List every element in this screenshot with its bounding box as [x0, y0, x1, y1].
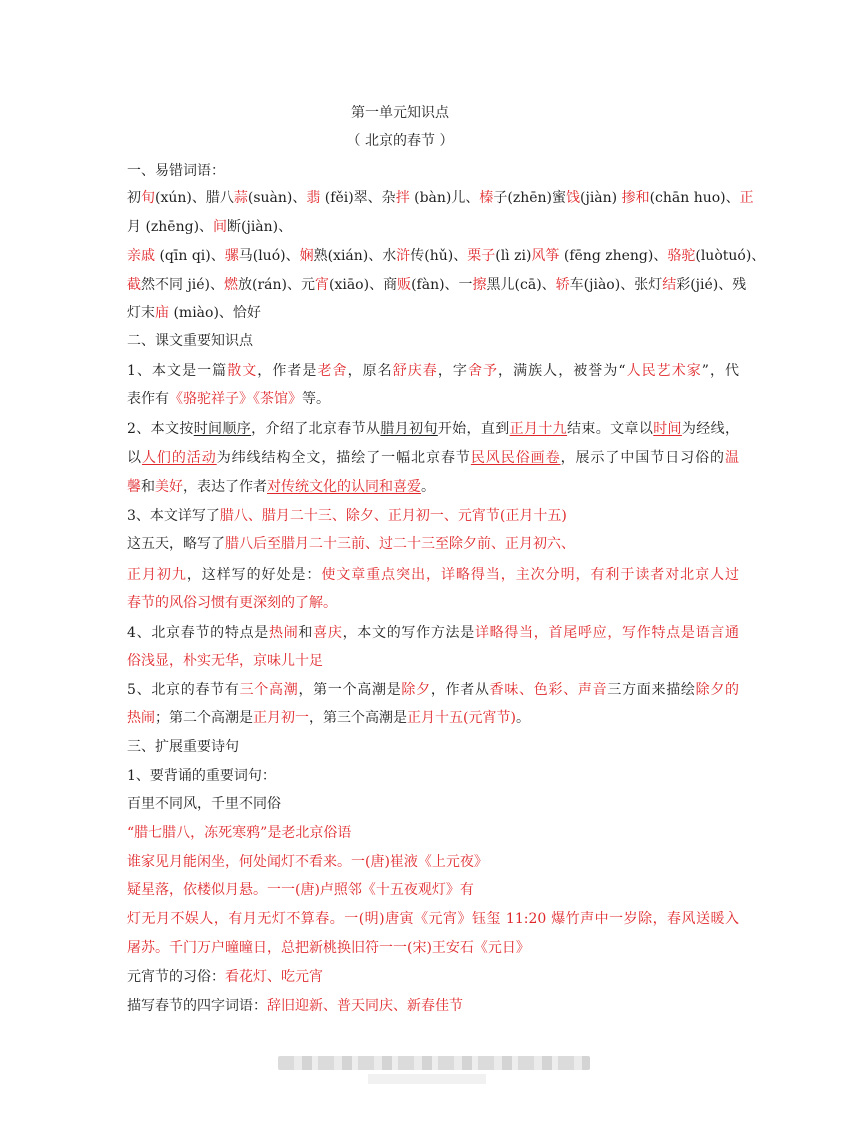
highlighted-text: 疑星落，依楼似月悬。一一(唐)卢照邻《十五夜观灯》有: [127, 882, 474, 898]
text-segment: ，原名: [347, 363, 393, 379]
text-segment: 和: [141, 479, 155, 495]
highlighted-text: 民风民俗画卷: [470, 450, 561, 466]
highlighted-text: 馨: [127, 479, 141, 495]
text-segment: ，这样写的好处是：: [186, 567, 322, 583]
highlighted-text: 截: [127, 277, 141, 293]
highlighted-text: 浒: [396, 248, 411, 264]
text-segment: 表作有: [127, 391, 169, 407]
text-segment: 以: [127, 450, 142, 466]
text-line: [127, 303, 739, 323]
highlighted-text: 榛: [479, 190, 494, 206]
highlighted-text: 人们的活动: [141, 450, 217, 466]
highlighted-text: 正月初一: [253, 710, 309, 726]
text-segment: 这五天，略写了: [127, 536, 225, 552]
text-segment: ，作者从: [430, 682, 490, 698]
text-line: [127, 766, 739, 786]
highlighted-text: 热闹: [127, 710, 155, 726]
highlighted-text: 香味、色彩、声音: [489, 682, 608, 698]
text-line: [127, 161, 739, 181]
text-segment: ，作者是: [257, 363, 318, 379]
page-title: 第一单元知识点: [351, 105, 449, 121]
highlighted-text: 骆驼: [667, 248, 696, 264]
text-segment: 1、要背诵的重要词句：: [127, 768, 276, 784]
text-segment: 时间顺序: [193, 421, 252, 437]
text-segment: 为纬线结构全文，描绘了一幅北京春节: [216, 450, 471, 466]
text-segment: 和: [298, 625, 314, 641]
highlighted-text: 老舍: [317, 363, 348, 379]
text-segment: 马(luó)、: [238, 248, 300, 264]
text-segment: 腊月初旬: [380, 421, 438, 437]
text-segment: 三方面来描绘: [607, 682, 696, 698]
text-segment: 元宵节的习俗：: [127, 969, 225, 985]
highlighted-text: 宵: [315, 277, 329, 293]
highlighted-text: 栗子: [467, 248, 496, 264]
text-segment: 熟(xián)、水: [313, 248, 397, 264]
text-segment: 4、北京春节的特点是: [127, 625, 269, 641]
text-line: [127, 852, 739, 872]
text-line: [127, 275, 747, 295]
highlighted-text: 掺和: [621, 190, 650, 206]
text-segment: (fàn)、一: [411, 277, 473, 293]
highlighted-text: 舒庆春: [392, 363, 438, 379]
highlighted-text: 谁家见月能闲坐，何处闻灯不看来。一(唐)崔液《上元夜》: [127, 854, 488, 870]
highlighted-text: 亲戚: [127, 248, 155, 264]
text-line: [127, 246, 766, 266]
highlighted-text: 《骆驼祥子》《茶馆》: [169, 391, 302, 407]
text-segment: (qīn qi)、: [155, 248, 225, 264]
highlighted-text: 结: [662, 277, 677, 293]
highlighted-text: 饯: [566, 190, 581, 206]
text-segment: 1、本文是一篇: [127, 363, 228, 379]
watermark-blur: [278, 1056, 590, 1070]
text-segment: 。: [515, 710, 530, 726]
text-segment: (xún)、腊八: [155, 190, 234, 206]
highlighted-text: 使文章重点突出，详略得当，主次分明，有利于读者对北京人过: [321, 567, 740, 583]
highlighted-text: 屠苏。千门万户曈曈日，总把新桃换旧符一一(宋)王安石《元日》: [127, 940, 530, 956]
highlighted-text: 拌: [395, 190, 410, 206]
text-segment: 车(jiào)、张灯: [569, 277, 663, 293]
text-line: [127, 477, 739, 497]
text-segment: (xiāo)、商: [329, 277, 398, 293]
highlighted-text: 辞旧迎新、普天同庆、新春佳节: [267, 998, 463, 1014]
highlighted-text: 蒜: [233, 190, 248, 206]
text-segment: 子(zhēn)蜜: [493, 190, 567, 206]
highlighted-text: 正: [739, 190, 754, 206]
text-segment: 3、本文详写了: [127, 508, 220, 524]
highlighted-text: 风筝: [531, 248, 560, 264]
text-segment: 开始，直到: [437, 421, 510, 437]
text-line: [127, 938, 739, 958]
highlighted-text: 春节的风俗习惯有更深刻的了解。: [127, 595, 337, 611]
text-segment: ”，代: [701, 363, 740, 379]
text-segment: 灯末: [127, 305, 155, 321]
highlighted-text: 俗浅显，朴实无华，京味儿十足: [127, 653, 323, 669]
text-line: [127, 794, 739, 814]
highlighted-text: 三个高潮: [239, 682, 299, 698]
text-segment: (bàn)儿、: [409, 190, 480, 206]
highlighted-text: 散文: [227, 363, 258, 379]
highlighted-text: 轿: [555, 277, 570, 293]
text-segment: 等。: [302, 391, 330, 407]
highlighted-text: 正月初九: [127, 567, 187, 583]
highlighted-text: 除夕: [401, 682, 431, 698]
text-segment: 描写春节的四字词语：: [127, 998, 267, 1014]
text-line: [127, 909, 739, 929]
text-segment: 彩(jié)、残: [676, 277, 747, 293]
text-segment: 百里不同风，千里不同俗: [127, 796, 281, 812]
highlighted-text: 喜庆: [313, 625, 343, 641]
highlighted-text: 旬: [141, 190, 155, 206]
highlighted-text: 热闹: [269, 625, 299, 641]
text-segment: (fěi)翠、杂: [320, 190, 396, 206]
highlighted-text: 时间: [653, 421, 682, 437]
text-line: [127, 331, 739, 351]
text-line: [127, 823, 739, 843]
text-line: [127, 361, 739, 381]
watermark-blur-secondary: [368, 1074, 486, 1084]
text-segment: 断(jiàn)、: [227, 219, 293, 235]
page-subtitle: （ 北京的春节 ）: [346, 133, 454, 149]
highlighted-text: 灯无月不娱人，有月无灯不算春。一(明)唐寅《元宵》钰玺 11:20 爆竹声中一岁除，春风送暖入: [127, 911, 739, 927]
text-line: [127, 419, 739, 439]
text-segment: ；第二个高潮是: [155, 710, 253, 726]
highlighted-text: 庙: [155, 305, 169, 321]
highlighted-text: 美好: [155, 479, 183, 495]
text-segment: (chān huo)、: [649, 190, 740, 206]
text-segment: (fēng zheng)、: [559, 248, 668, 264]
highlighted-text: 人民艺术家: [625, 363, 702, 379]
highlighted-text: 正月十九: [509, 421, 568, 437]
text-line: [127, 188, 754, 208]
text-segment: (jiàn): [580, 190, 622, 206]
highlighted-text: 详略得当，首尾呼应，写作特点是语言通: [474, 625, 740, 641]
highlighted-text: 腊八、腊月二十三、除夕、正月初一、元宵节(正月十五): [219, 508, 567, 524]
highlighted-text: 温: [725, 450, 740, 466]
highlighted-text: 对传统文化的认同和喜爱: [267, 479, 421, 495]
text-segment: ，表达了作者: [183, 479, 267, 495]
highlighted-text: 看花灯、吃元宵: [225, 969, 323, 985]
text-line: [127, 593, 739, 613]
highlighted-text: 除夕的: [695, 682, 740, 698]
text-segment: 5、北京的春节有: [127, 682, 240, 698]
text-segment: (luòtuó)、: [695, 248, 766, 264]
text-segment: (lì zi): [495, 248, 532, 264]
text-segment: 然不同 jié)、: [141, 277, 225, 293]
text-segment: 初: [127, 190, 141, 206]
highlighted-text: 间: [213, 219, 228, 235]
text-segment: ，第三个高潮是: [309, 710, 407, 726]
text-line: [127, 680, 739, 700]
text-segment: 结束。文章以: [567, 421, 654, 437]
text-line: [127, 448, 739, 468]
text-line: [127, 708, 739, 728]
highlighted-text: 燃: [224, 277, 239, 293]
text-line: [127, 996, 739, 1016]
text-line: [127, 623, 739, 643]
text-line: [127, 534, 739, 554]
text-segment: 月 (zhēng)、: [127, 219, 214, 235]
highlighted-text: “腊七腊八，冻死寒鸦”是老北京俗语: [127, 825, 352, 841]
text-line: [127, 967, 739, 987]
text-segment: ，满族人，被誉为“: [498, 363, 626, 379]
text-line: [127, 737, 739, 757]
text-line: [127, 506, 739, 526]
highlighted-text: 娴: [299, 248, 314, 264]
text-line: [127, 880, 739, 900]
highlighted-text: 腊八后至腊月二十三前、过二十三至除夕前、正月初六、: [225, 536, 575, 552]
highlighted-text: 骡: [224, 248, 239, 264]
text-segment: 放(rán)、元: [238, 277, 315, 293]
highlighted-text: 正月十五(元宵节): [407, 710, 516, 726]
highlighted-text: 贩: [397, 277, 412, 293]
text-segment: ，字: [437, 363, 468, 379]
text-line: [127, 389, 739, 409]
highlighted-text: 擦: [472, 277, 487, 293]
highlighted-text: 翡: [306, 190, 321, 206]
text-line: [127, 217, 739, 237]
highlighted-text: 舍予: [467, 363, 499, 379]
text-segment: 为经线，: [681, 421, 739, 437]
text-segment: 三、扩展重要诗句: [127, 739, 239, 755]
text-segment: 一、易错词语：: [127, 163, 225, 179]
text-segment: 传(hǔ)、: [410, 248, 468, 264]
text-segment: 黑儿(cā)、: [486, 277, 556, 293]
text-segment: ，介绍了北京春节从: [251, 421, 381, 437]
text-segment: 。: [421, 479, 435, 495]
text-line: [127, 651, 739, 671]
text-segment: ，第一个高潮是: [298, 682, 402, 698]
text-segment: 二、课文重要知识点: [127, 333, 253, 349]
text-segment: ，展示了中国节日习俗的: [560, 450, 726, 466]
text-segment: ，本文的写作方法是: [342, 625, 475, 641]
text-segment: (miào)、恰好: [169, 305, 261, 321]
text-segment: (suàn)、: [247, 190, 307, 206]
text-line: [127, 565, 739, 585]
text-segment: 2、本文按: [127, 421, 194, 437]
